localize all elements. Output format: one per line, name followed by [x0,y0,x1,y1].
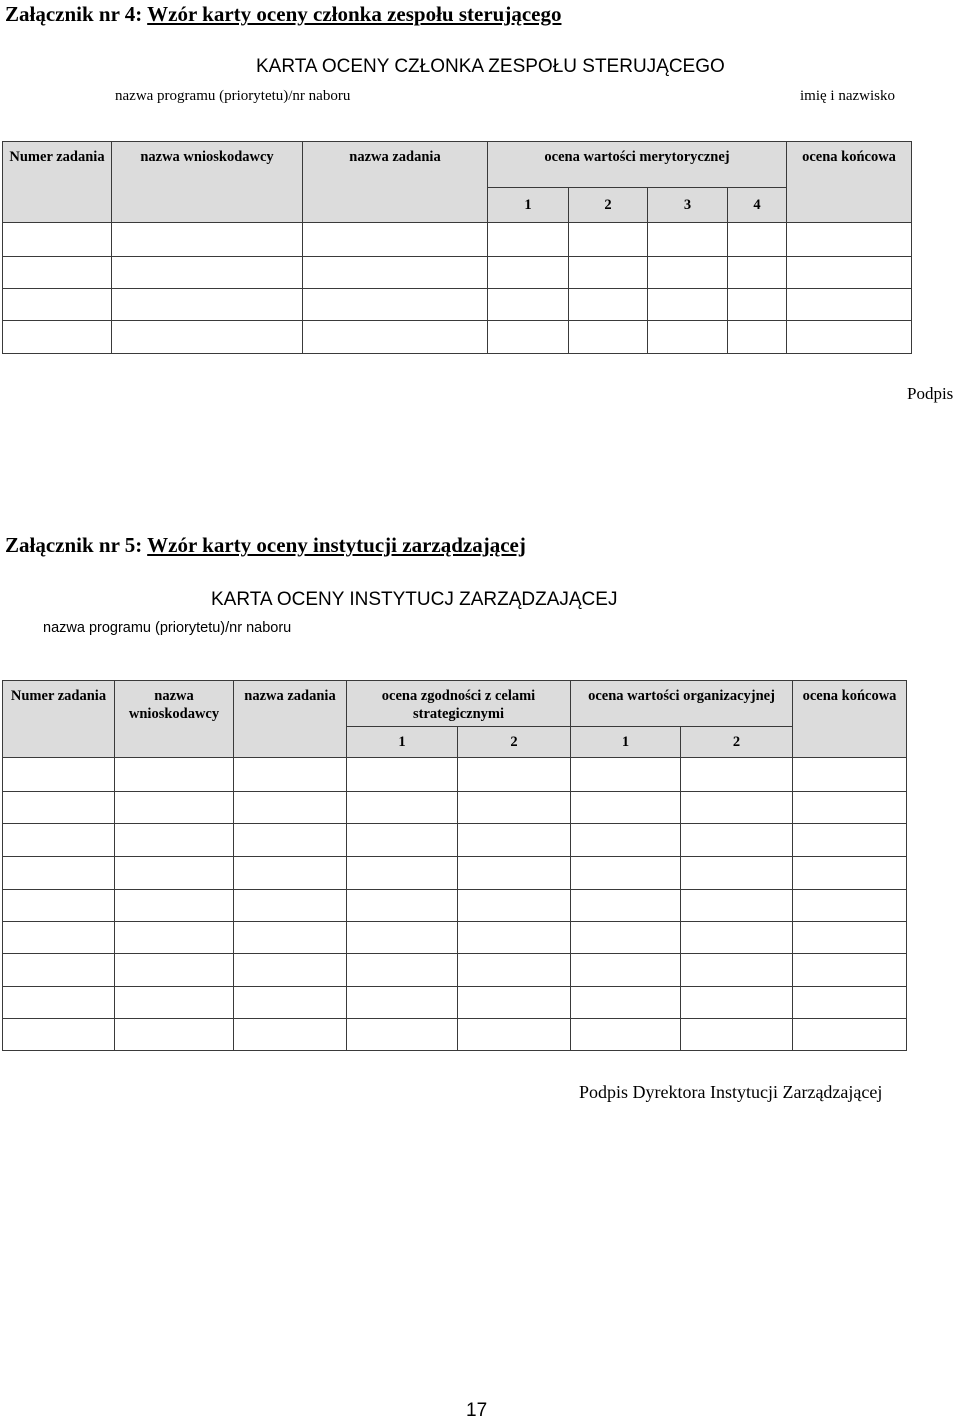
annex5-organizational-col-2: 2 [681,727,793,758]
annex5-header-strategic: ocena zgodności z celami strategicznymi [347,681,571,727]
annex4-table-row [3,289,912,321]
annex5-strategic-col-1: 1 [347,727,458,758]
annex5-strategic-col-2: 2 [458,727,571,758]
annex4-signature-label: Podpis [907,384,954,403]
annex5-header-organizational: ocena wartości organizacyjnej [571,681,793,727]
annex4-merit-col-4: 4 [728,188,787,223]
annex4-title: Wzór karty oceny członka zespołu sterującego [147,2,562,26]
annex5-table-row [3,987,907,1019]
annex5-table-row [3,857,907,890]
annex4-merit-col-2: 2 [569,188,648,223]
annex4-header-final: ocena końcowa [787,142,912,223]
annex5-program-label: nazwa programu (priorytetu)/nr naboru [43,620,292,636]
annex5-signature-label: Podpis Dyrektora Instytucji Zarządzającej [579,1082,883,1102]
annex4-prefix: Załącznik nr 4: [5,2,148,26]
annex5-table-row [3,824,907,857]
annex4-merit-col-3: 3 [648,188,728,223]
page-number: 17 [466,1400,488,1421]
annex4-table [2,141,912,354]
annex5-organizational-col-1: 1 [571,727,681,758]
annex5-header-wnioskodawca: nazwa wnioskodawcy [115,681,234,758]
annex5-table-row [3,954,907,987]
annex5-header-final: ocena końcowa [793,681,907,758]
annex4-program-label: nazwa programu (priorytetu)/nr naboru [115,88,351,104]
annex4-heading [5,2,561,27]
annex4-header-numer: Numer zadania [3,142,112,223]
annex5-table-row [3,922,907,954]
annex5-title: Wzór karty oceny instytucji zarządzającej [147,533,526,557]
annex4-card-title: KARTA OCENY CZŁONKA ZESPOŁU STERUJĄCEGO [256,56,725,77]
annex4-name-label: imię i nazwisko [800,88,895,104]
annex4-header-merit: ocena wartości merytorycznej [488,142,787,188]
annex4-table-row [3,223,912,257]
annex5-table-row [3,890,907,922]
annex5-heading [5,533,526,558]
annex5-prefix: Załącznik nr 5: [5,533,148,557]
annex5-table-row [3,792,907,824]
annex5-header-numer: Numer zadania [3,681,115,758]
annex5-card-title: KARTA OCENY INSTYTUCJ ZARZĄDZAJĄCEJ [211,589,618,610]
annex4-merit-col-1: 1 [488,188,569,223]
annex4-table-row [3,321,912,354]
annex5-table-row [3,1019,907,1051]
annex4-header-wnioskodawca: nazwa wnioskodawcy [112,142,303,223]
annex4-table-row [3,257,912,289]
annex4-header-zadanie: nazwa zadania [303,142,488,223]
annex5-header-zadanie: nazwa zadania [234,681,347,758]
annex5-table-row [3,758,907,792]
annex5-table [2,680,907,1051]
